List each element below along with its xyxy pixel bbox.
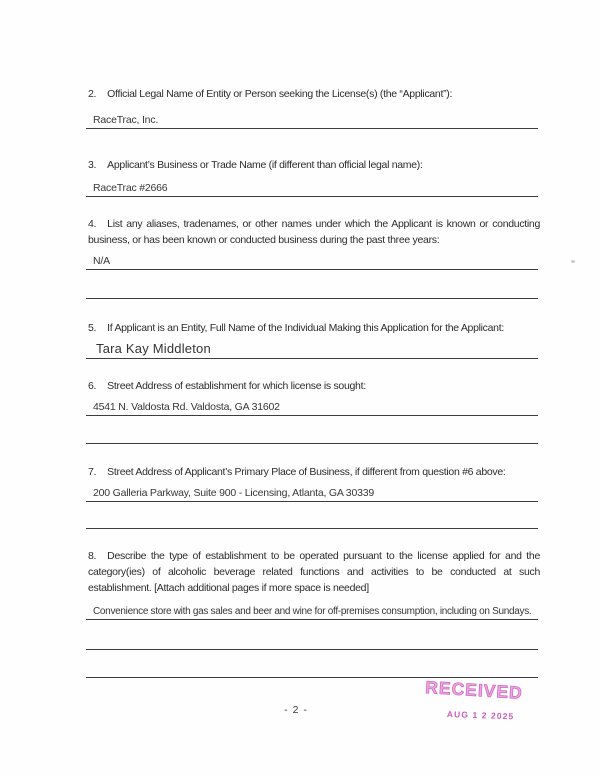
question-7-number: 7. (88, 466, 97, 478)
answer-field-establishment-description (86, 602, 538, 620)
answer-field-aliases (86, 253, 538, 270)
blank-answer-line (86, 660, 538, 678)
question-4-number: 4. (88, 218, 97, 230)
blank-answer-line (86, 281, 538, 299)
question-3-number: 3. (88, 159, 97, 171)
scan-speckle (571, 260, 575, 263)
question-2 (88, 87, 540, 103)
blank-answer-line (86, 426, 538, 444)
blank-answer-line (86, 511, 538, 529)
answer-establishment-description: Convenience store with gas sales and beer and wine for off-premises consumption, including on Sundays. (93, 606, 532, 617)
question-4-label: List any aliases, tradenames, or other names under which the Applicant is known or conducting business, or has been known or conducted business during the past three years: (88, 218, 540, 246)
question-8 (88, 549, 540, 596)
answer-field-individual-name (86, 340, 538, 359)
answer-field-establishment-address (86, 399, 538, 416)
question-2-number: 2. (88, 88, 97, 100)
answer-aliases: N/A (93, 255, 110, 267)
question-8-label: Describe the type of establishment to be operated pursuant to the license applied for and the category(ies) of alcoholic beverage related functions and activities to be conducted at such establishment. [Attach additional pages if more space is needed] (88, 550, 540, 594)
question-5-label: If Applicant is an Entity, Full Name of the Individual Making this Application for the Applicant: (107, 322, 504, 334)
question-6-label: Street Address of establishment for which license is sought: (107, 380, 366, 392)
question-5 (88, 321, 540, 337)
answer-field-trade-name (86, 180, 538, 197)
question-6 (88, 379, 540, 395)
question-4 (88, 217, 540, 249)
question-3 (88, 158, 540, 174)
answer-establishment-address: 4541 N. Valdosta Rd. Valdosta, GA 31602 (93, 401, 280, 413)
answer-business-address: 200 Galleria Parkway, Suite 900 - Licensing, Atlanta, GA 30339 (93, 487, 375, 499)
blank-answer-line (86, 632, 538, 650)
question-6-number: 6. (88, 380, 97, 392)
answer-field-legal-name (86, 112, 538, 129)
answer-trade-name: RaceTrac #2666 (93, 182, 168, 194)
question-7-label: Street Address of Applicant’s Primary Place of Business, if different from question #6 above: (107, 466, 506, 478)
received-stamp-text: RECEIVED (424, 677, 524, 703)
answer-individual-name: Tara Kay Middleton (96, 341, 211, 356)
question-5-number: 5. (88, 322, 97, 334)
page-number: - 2 - (284, 704, 308, 716)
question-7 (88, 465, 540, 481)
received-stamp-date: AUG 1 2 2025 (446, 709, 515, 722)
question-3-label: Applicant’s Business or Trade Name (if different than official legal name): (107, 159, 423, 171)
question-2-label: Official Legal Name of Entity or Person seeking the License(s) (the “Applicant”): (107, 88, 453, 100)
answer-field-business-address (86, 485, 538, 502)
question-8-number: 8. (88, 550, 97, 562)
answer-legal-name: RaceTrac, Inc. (93, 114, 159, 126)
